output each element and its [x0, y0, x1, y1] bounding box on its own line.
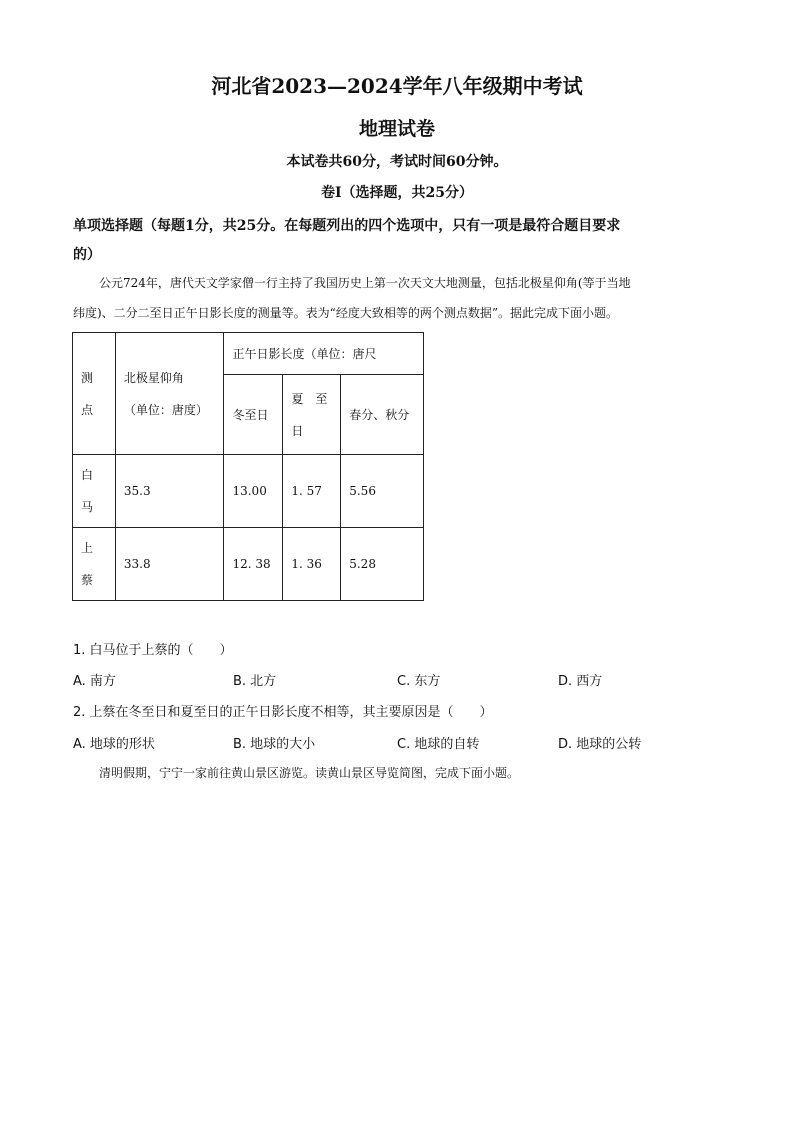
- question-2-option-a[interactable]: A. 地球的形状: [73, 737, 155, 752]
- cell-equinox: 5.56: [341, 455, 424, 528]
- cell-site: 白 马: [73, 455, 116, 528]
- cell-angle: 33.8: [115, 528, 224, 601]
- question-2-option-c[interactable]: C. 地球的自转: [397, 737, 480, 752]
- header-shadow-length: 正午日影长度（单位：唐尺: [224, 333, 424, 375]
- cell-summer: 1. 57: [283, 455, 341, 528]
- instructions-line-1: 单项选择题（每题1分，共25分。在每题列出的四个选项中，只有一项是最符合题目要求: [73, 218, 621, 234]
- question-1-option-c[interactable]: C. 东方: [397, 674, 441, 689]
- volume-heading: 卷Ⅰ（选择题，共25分）: [320, 185, 474, 201]
- question-1-option-a[interactable]: A. 南方: [73, 674, 116, 689]
- question-2-option-b[interactable]: B. 地球的大小: [233, 737, 316, 752]
- question-2-stem: 2. 上蔡在冬至日和夏至日的正午日影长度不相等，其主要原因是（ ）: [73, 705, 493, 720]
- cell-winter: 13.00: [224, 455, 283, 528]
- question-1-option-b[interactable]: B. 北方: [233, 674, 277, 689]
- cell-equinox: 5.28: [341, 528, 424, 601]
- passage-2: 清明假期，宁宁一家前往黄山景区游览。读黄山景区导览简图，完成下面小题。: [99, 766, 520, 780]
- table-row: [73, 455, 424, 528]
- cell-angle: 35.3: [115, 455, 224, 528]
- question-1-stem: 1. 白马位于上蔡的（ ）: [73, 643, 233, 658]
- table-row: [73, 528, 424, 601]
- cell-site: 上 蔡: [73, 528, 116, 601]
- header-equinox: 春分、秋分: [341, 375, 424, 455]
- header-pole-angle: 北极星仰角 （单位：唐度）: [115, 333, 224, 455]
- passage-1: [73, 268, 733, 328]
- question-2-option-d[interactable]: D. 地球的公转: [558, 737, 642, 752]
- measurement-table: [72, 332, 424, 601]
- header-site: 测 点: [73, 333, 116, 455]
- exam-info: 本试卷共60分，考试时间60分钟。: [286, 154, 508, 170]
- cell-winter: 12. 38: [224, 528, 283, 601]
- subject-title: 地理试卷: [358, 118, 435, 140]
- passage-1-line-2: 纬度)、二分二至日正午日影长度的测量等。表为“经度大致相等的两个测点数据”。据此完成下面小题。: [73, 306, 618, 320]
- instructions: [73, 212, 620, 270]
- instructions-line-2: 的）: [73, 247, 101, 263]
- passage-1-line-1: 公元724年，唐代天文学家僧一行主持了我国历史上第一次天文大地测量，包括北极星仰角(等于当地: [99, 276, 631, 290]
- header-winter-solstice: 冬至日: [224, 375, 283, 455]
- question-1-option-d[interactable]: D. 西方: [558, 674, 603, 689]
- exam-title: 河北省2023—2024学年八年级期中考试: [211, 74, 583, 98]
- cell-summer: 1. 36: [283, 528, 341, 601]
- header-summer-solstice: 夏 至 日: [283, 375, 341, 455]
